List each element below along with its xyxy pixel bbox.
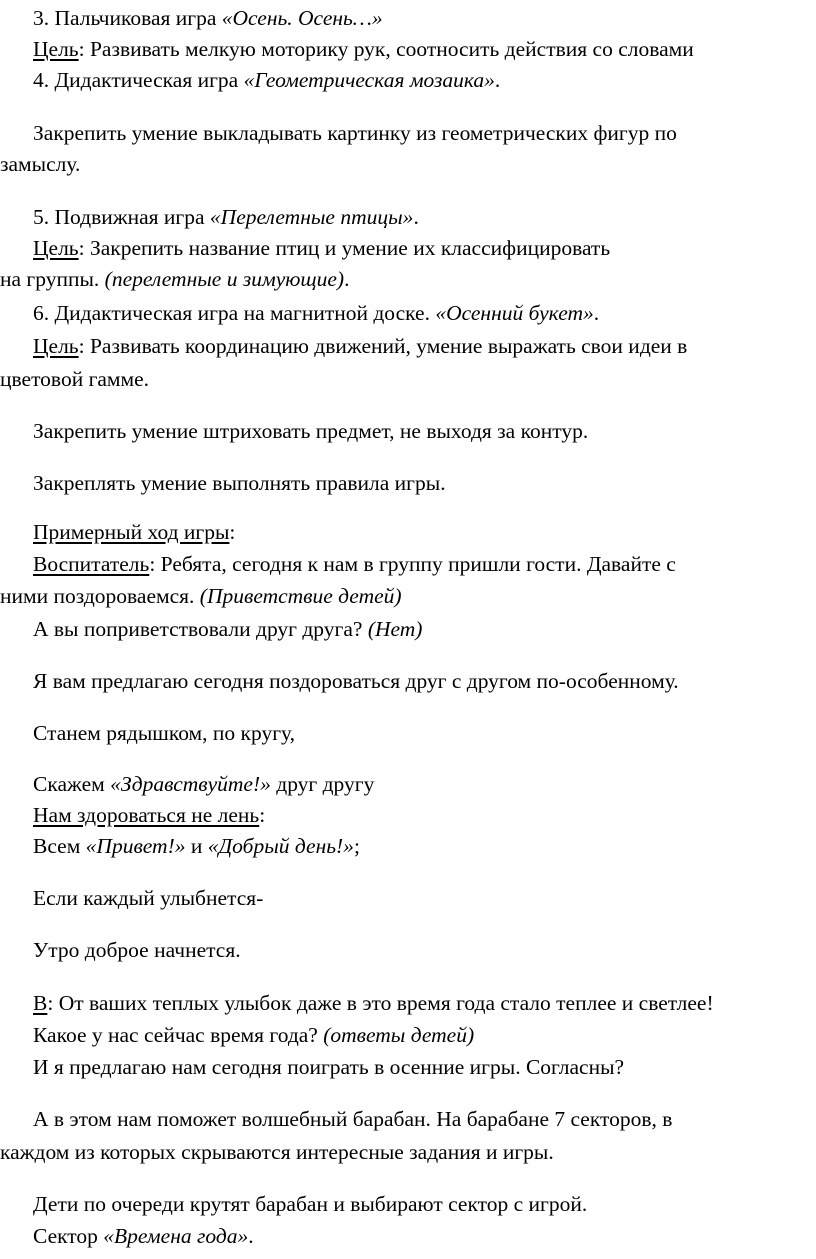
text: Закрепить умение штриховать предмет, не выходя за контур. — [33, 419, 589, 443]
note: (перелетные и зимующие) — [104, 267, 345, 291]
text: 3. Пальчиковая игра — [33, 6, 222, 30]
game-3-title — [33, 4, 383, 32]
paragraph-line — [0, 1138, 554, 1166]
paragraph-line — [0, 150, 80, 178]
paragraph-line — [0, 365, 149, 393]
sector-name: «Времена года» — [103, 1224, 249, 1248]
sector-title — [33, 1222, 254, 1250]
text: Если каждый улыбнется- — [33, 886, 264, 910]
text: Станем рядышком, по кругу, — [33, 721, 295, 745]
text: замыслу. — [0, 152, 81, 176]
goal-label: Цель — [33, 37, 79, 61]
text: на группы. — [0, 267, 105, 291]
text: Сектор — [33, 1224, 104, 1248]
text: друг другу — [270, 772, 375, 796]
speaker-label: Воспитатель — [33, 552, 150, 576]
poem-line — [33, 832, 360, 860]
game-3-goal — [33, 35, 694, 63]
text: . — [248, 1224, 254, 1248]
paragraph-line — [0, 265, 349, 293]
paragraph-line — [0, 582, 402, 610]
game-6-goal — [33, 332, 687, 360]
text: каждом из которых скрываются интересные задания и игры. — [0, 1140, 554, 1164]
paragraph-line — [33, 667, 679, 695]
text: и — [185, 834, 208, 858]
text: Закрепить умение выкладывать картинку из геометрических фигур по — [33, 121, 677, 145]
game-name: «Геометрическая мозаика» — [243, 68, 495, 92]
paragraph-line — [33, 1021, 474, 1049]
paragraph-line — [33, 1105, 672, 1133]
poem-line — [33, 719, 295, 747]
text: Закреплять умение выполнять правила игры. — [33, 471, 446, 495]
paragraph-line — [33, 1190, 587, 1218]
text: Я вам предлагаю сегодня поздороваться друг с другом по-особенному. — [33, 669, 679, 693]
paragraph-line — [33, 1053, 624, 1081]
text: : Ребята, сегодня к нам в группу пришли гости. Давайте с — [149, 552, 676, 576]
text: : От ваших теплых улыбок даже в это время года стало теплее и светлее! — [47, 991, 714, 1015]
text: 5. Подвижная игра — [33, 205, 210, 229]
teacher-line — [33, 550, 676, 578]
game-5-title — [33, 203, 419, 231]
game-name: «Перелетные птицы» — [209, 205, 414, 229]
text: 4. Дидактическая игра — [33, 68, 244, 92]
text: Утро доброе начнется. — [33, 938, 241, 962]
text: : Развивать мелкую моторику рук, соотносить действия со словами — [78, 37, 694, 61]
text: ; — [353, 834, 360, 858]
note: (ответы детей) — [323, 1023, 475, 1047]
game-name: «Осень. Осень…» — [221, 6, 383, 30]
game-5-goal — [33, 234, 610, 262]
poem-line — [33, 936, 241, 964]
paragraph-line — [33, 615, 422, 643]
text: . — [344, 267, 350, 291]
quote: «Добрый день!» — [207, 834, 354, 858]
poem-line — [33, 770, 374, 798]
text: Всем — [33, 834, 86, 858]
game-4-title — [33, 66, 500, 94]
teacher-line — [33, 989, 714, 1017]
text: И я предлагаю нам сегодня поиграть в осенние игры. Согласны? — [33, 1055, 625, 1079]
text: : — [259, 803, 266, 827]
quote: «Привет!» — [85, 834, 186, 858]
paragraph-line — [33, 469, 446, 497]
game-6-title — [33, 299, 599, 327]
note: (Приветствие детей) — [199, 584, 402, 608]
text: 6. Дидактическая игра на магнитной доске. — [33, 301, 436, 325]
section-heading — [33, 518, 235, 546]
paragraph-line — [33, 417, 588, 445]
text: цветовой гамме. — [0, 367, 150, 391]
poem-line — [33, 801, 265, 829]
poem-line — [33, 884, 263, 912]
game-name: «Осенний букет» — [435, 301, 594, 325]
note: (Нет) — [367, 617, 423, 641]
underlined-text: Нам здороваться не лень — [33, 803, 260, 827]
text: . — [413, 205, 419, 229]
text: Скажем — [33, 772, 111, 796]
text: Какое у нас сейчас время года? — [33, 1023, 324, 1047]
quote: «Здравствуйте!» — [110, 772, 271, 796]
text: А в этом нам поможет волшебный барабан. На барабане 7 секторов, в — [33, 1107, 673, 1131]
text: : Развивать координацию движений, умение выражать свои идеи в — [78, 334, 688, 358]
text: А вы поприветствовали друг друга? — [33, 617, 368, 641]
text: . — [593, 301, 600, 325]
goal-label: Цель — [33, 334, 79, 358]
text: Дети по очереди крутят барабан и выбирают сектор с игрой. — [33, 1192, 588, 1216]
paragraph-line — [33, 119, 677, 147]
text: ними поздороваемся. — [0, 584, 200, 608]
text: . — [494, 68, 501, 92]
heading-label: Примерный ход игры — [33, 520, 230, 544]
speaker-label: В — [33, 991, 48, 1015]
goal-label: Цель — [33, 236, 79, 260]
text: : — [229, 520, 236, 544]
text: : Закрепить название птиц и умение их классифицировать — [78, 236, 611, 260]
